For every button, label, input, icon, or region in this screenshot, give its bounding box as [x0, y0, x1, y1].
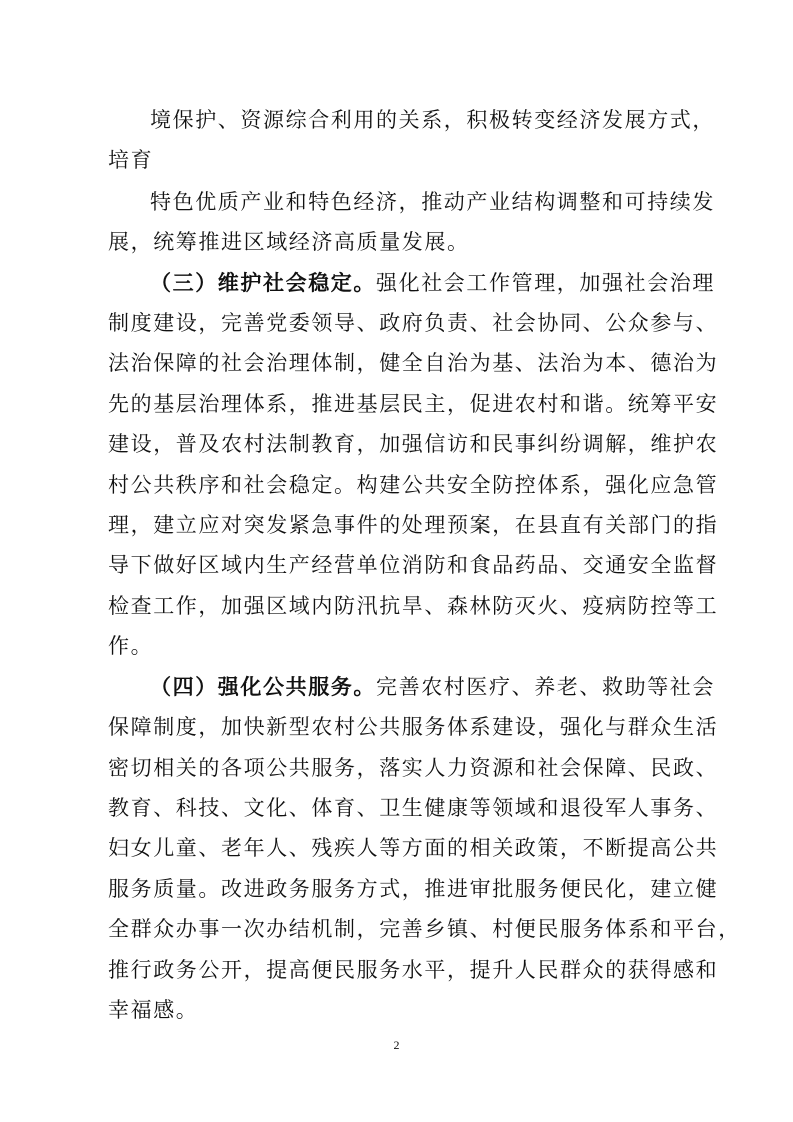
section-3-first-line-text: 强化社会工作管理，加强社会治理: [376, 271, 715, 295]
section-4-line: 服务质量。改进政务服务方式，推进审批服务便民化，建立健: [108, 877, 719, 901]
section-4-line: 推行政务公开，提高便民服务水平，提升人民群众的获得感和: [108, 958, 719, 982]
page-number: 2: [393, 1038, 400, 1052]
section-4-line: 密切相关的各项公共服务，落实人力资源和社会保障、民政、: [108, 756, 719, 780]
section-3-heading: （三）维护社会稳定。: [150, 271, 376, 295]
section-4-heading: （四）强化公共服务。: [150, 675, 376, 699]
section-3-line: 检查工作，加强区域内防汛抗旱、森林防灭火、疫病防控等工: [108, 594, 719, 618]
section-3-line: 制度建设，完善党委领导、政府负责、社会协同、公众参与、: [108, 311, 719, 335]
section-3-line: 村公共秩序和社会稳定。构建公共安全防控体系，强化应急管: [108, 473, 719, 497]
paragraph-1-line-1: 境保护、资源综合利用的关系，积极转变经济发展方式，: [150, 108, 715, 132]
section-4-first-line: [150, 669, 715, 705]
section-3-line: 作。: [108, 634, 154, 658]
paragraph-1-line-2: 培育: [108, 148, 154, 172]
paragraph-2-line-2: 展，统筹推进区域经济高质量发展。: [108, 230, 470, 254]
section-3-line: 建设，普及农村法制教育，加强信访和民事纠纷调解，维护农: [108, 432, 719, 456]
section-3-line: 法治保障的社会治理体制，健全自治为基、法治为本、德治为: [108, 351, 719, 375]
section-4-line: 教育、科技、文化、体育、卫生健康等领域和退役军人事务、: [108, 796, 719, 820]
section-3-first-line: [150, 265, 715, 301]
section-4-line: 妇女儿童、老年人、残疾人等方面的相关政策，不断提高公共: [108, 836, 719, 860]
section-3-line: 理，建立应对突发紧急事件的处理预案，在县直有关部门的指: [108, 513, 719, 537]
section-4-line: 保障制度，加快新型农村公共服务体系建设，强化与群众生活: [108, 715, 719, 739]
section-3-line: 先的基层治理体系，推进基层民主，促进农村和谐。统筹平安: [108, 392, 719, 416]
paragraph-2-line-1: 特色优质产业和特色经济，推动产业结构调整和可持续发: [150, 190, 715, 214]
section-4-line: 幸福感。: [108, 998, 199, 1022]
section-3-line: 导下做好区域内生产经营单位消防和食品药品、交通安全监督: [108, 553, 719, 577]
section-4-line: 全群众办事一次办结机制，完善乡镇、村便民服务体系和平台，: [108, 917, 741, 941]
section-4-first-line-text: 完善农村医疗、养老、救助等社会: [376, 675, 715, 699]
